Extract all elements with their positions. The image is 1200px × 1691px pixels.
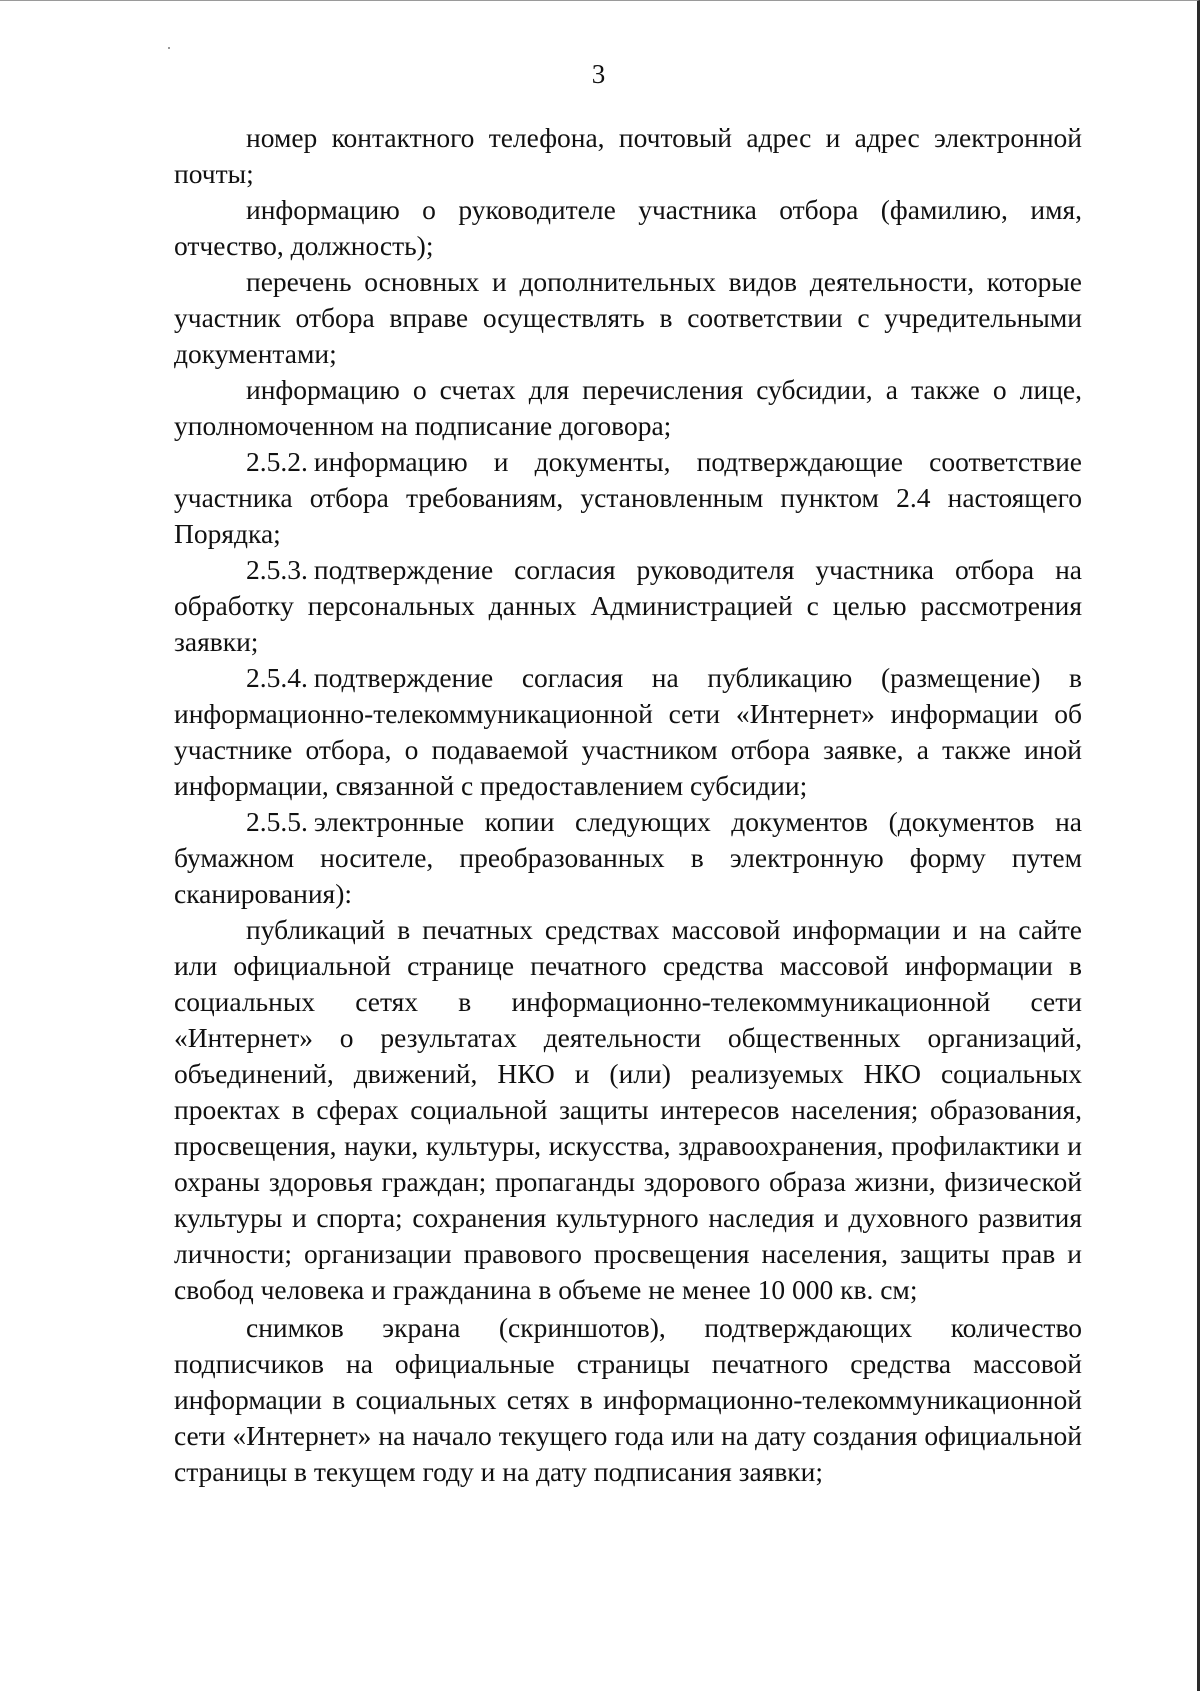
paragraph-text: перечень основных и дополнительных видов деятельности, которые участник отбора вправе осуществлять в соответствии с учредительными документами; bbox=[174, 266, 1082, 369]
clause-number: 2.5.3. bbox=[246, 554, 308, 585]
paragraph-2-5-5 bbox=[174, 804, 1082, 912]
paragraph-text: электронные копии следующих документов (документов на бумажном носителе, преобразованных в электронную форму путем сканирования): bbox=[174, 806, 1082, 909]
clause-number: 2.5.2. bbox=[246, 446, 308, 477]
paragraph-screenshots bbox=[174, 1310, 1082, 1490]
paragraph-text: подтверждение согласия на публикацию (размещение) в информационно-телекоммуникационной сети «Интернет» информации об участнике отбора, о подаваемой участником отбора заявке, а также иной информации, связанной с предоставлением субсидии; bbox=[174, 662, 1082, 801]
paragraph-2-5-2 bbox=[174, 444, 1082, 552]
clause-number: 2.5.5. bbox=[246, 806, 308, 837]
paragraph-text: снимков экрана (скриншотов), подтверждающих количество подписчиков на официальные страницы печатного средства массовой информации в социальных сетях в информационно-телекоммуникационной сети «Интернет» на начало текущего года или на дату создания официальной страницы в текущем году и на дату подписания заявки; bbox=[174, 1312, 1082, 1487]
page-number: 3 bbox=[591, 59, 606, 89]
paragraph-text: номер контактного телефона, почтовый адрес и адрес электронной почты; bbox=[174, 122, 1082, 189]
paragraph-text: информацию о счетах для перечисления субсидии, а также о лице, уполномоченном на подписание договора; bbox=[174, 374, 1082, 441]
scan-speck bbox=[168, 47, 170, 49]
paragraph-text: информацию о руководителе участника отбора (фамилию, имя, отчество, должность); bbox=[174, 194, 1082, 261]
paragraph-text: информацию и документы, подтверждающие соответствие участника отбора требованиям, установленным пунктом 2.4 настоящего Порядка; bbox=[174, 446, 1082, 549]
paragraph-contact-info bbox=[174, 120, 1082, 192]
paragraph-2-5-3 bbox=[174, 552, 1082, 660]
paragraph-text: подтверждение согласия руководителя участника отбора на обработку персональных данных Администрацией с целью рассмотрения заявки; bbox=[174, 554, 1082, 657]
clause-number: 2.5.4. bbox=[246, 662, 308, 693]
document-body bbox=[174, 120, 1082, 1490]
paragraph-head-info bbox=[174, 192, 1082, 264]
paragraph-2-5-4 bbox=[174, 660, 1082, 804]
paragraph-activities-list bbox=[174, 264, 1082, 372]
paragraph-text: публикаций в печатных средствах массовой информации и на сайте или официальной странице печатного средства массовой информации в социальных сетях в информационно-телекоммуникационной сети «Интернет» о результатах деятельности общественных организаций, объединений, движений, НКО и (или) реализуемых НКО социальных проектах в сферах социальной защиты интересов населения; образования, просвещения, науки, культуры, искусства, здравоохранения, профилактики и охраны здоровья граждан; пропаганды здорового образа жизни, физической культуры и спорта; сохранения культурного наследия и духовного развития личности; организации правового просвещения населения, защиты прав и свобод человека и гражданина в объеме не менее 10 000 кв. см; bbox=[174, 914, 1082, 1305]
paragraph-accounts-info bbox=[174, 372, 1082, 444]
paragraph-publications bbox=[174, 912, 1082, 1308]
